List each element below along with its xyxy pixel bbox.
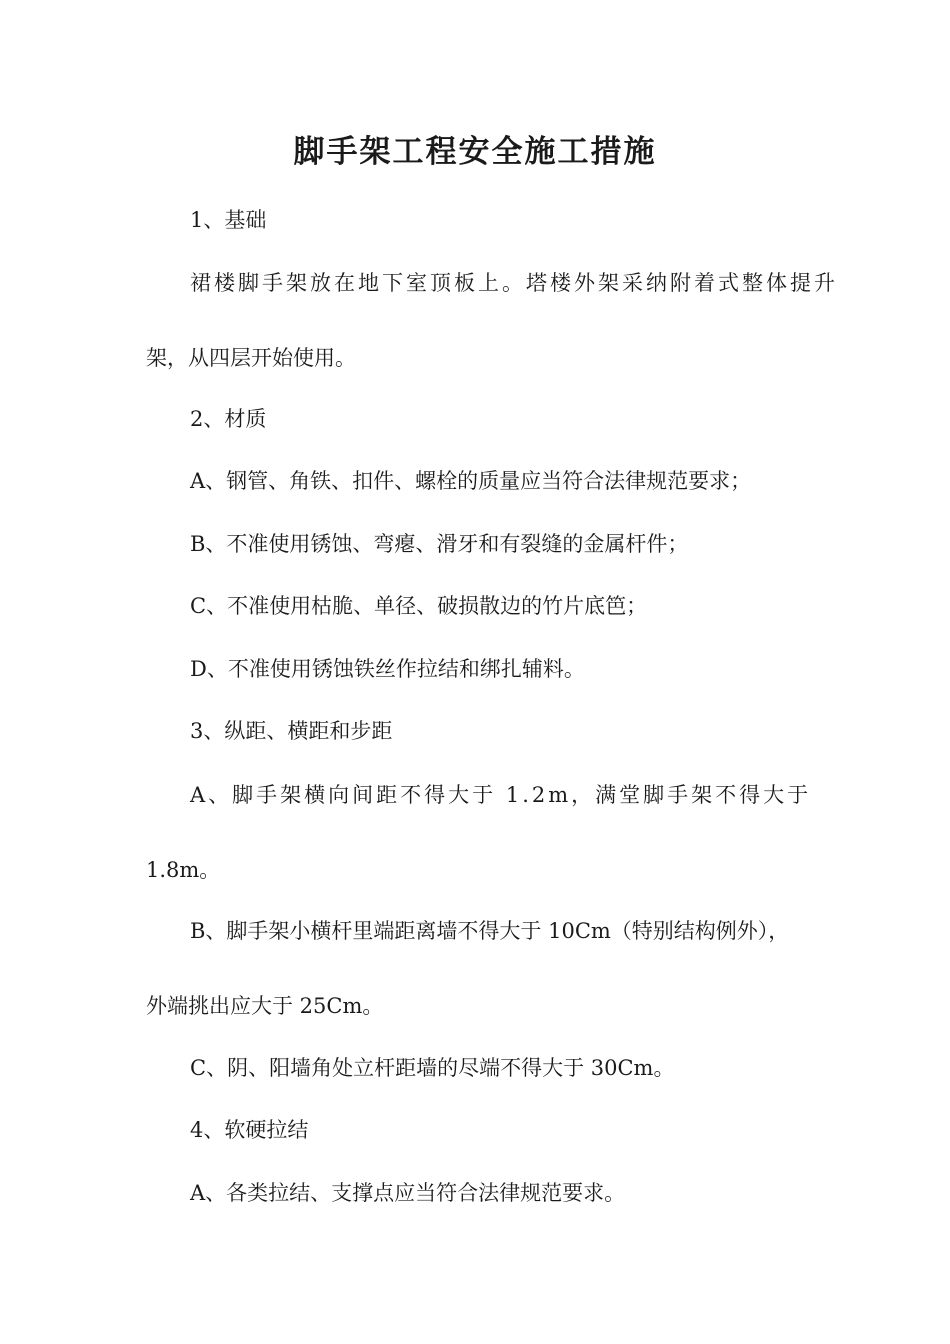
document-title: 脚手架工程安全施工措施 <box>293 134 657 170</box>
list-item: D、不准使用锈蚀铁丝作拉结和绑扎辅料。 <box>190 657 585 681</box>
paragraph-line: 外端挑出应大于 25Cm。 <box>146 994 384 1018</box>
section-heading-ties: 4、软硬拉结 <box>190 1118 309 1142</box>
list-item: A、脚手架横向间距不得大于 1.2m，满堂脚手架不得大于 <box>190 783 812 807</box>
list-item: C、阴、阳墙角处立杆距墙的尽端不得大于 30Cm。 <box>190 1056 675 1080</box>
list-item: B、脚手架小横杆里端距离墙不得大于 10Cm（特别结构例外）， <box>190 919 790 943</box>
paragraph-line: 1.8m。 <box>146 858 221 882</box>
paragraph-line: 架，从四层开始使用。 <box>146 346 356 370</box>
paragraph-line: 裙楼脚手架放在地下室顶板上。塔楼外架采纳附着式整体提升 <box>190 271 838 295</box>
section-heading-foundation: 1、基础 <box>190 208 267 232</box>
list-item: A、钢管、角铁、扣件、螺栓的质量应当符合法律规范要求； <box>190 469 752 493</box>
section-heading-material: 2、材质 <box>190 407 267 431</box>
section-heading-spacing: 3、纵距、横距和步距 <box>190 719 393 743</box>
list-item: C、不准使用枯脆、单径、破损散边的竹片底笆； <box>190 594 648 618</box>
list-item: B、不准使用锈蚀、弯瘪、滑牙和有裂缝的金属杆件； <box>190 532 689 556</box>
list-item: A、各类拉结、支撑点应当符合法律规范要求。 <box>190 1181 626 1205</box>
